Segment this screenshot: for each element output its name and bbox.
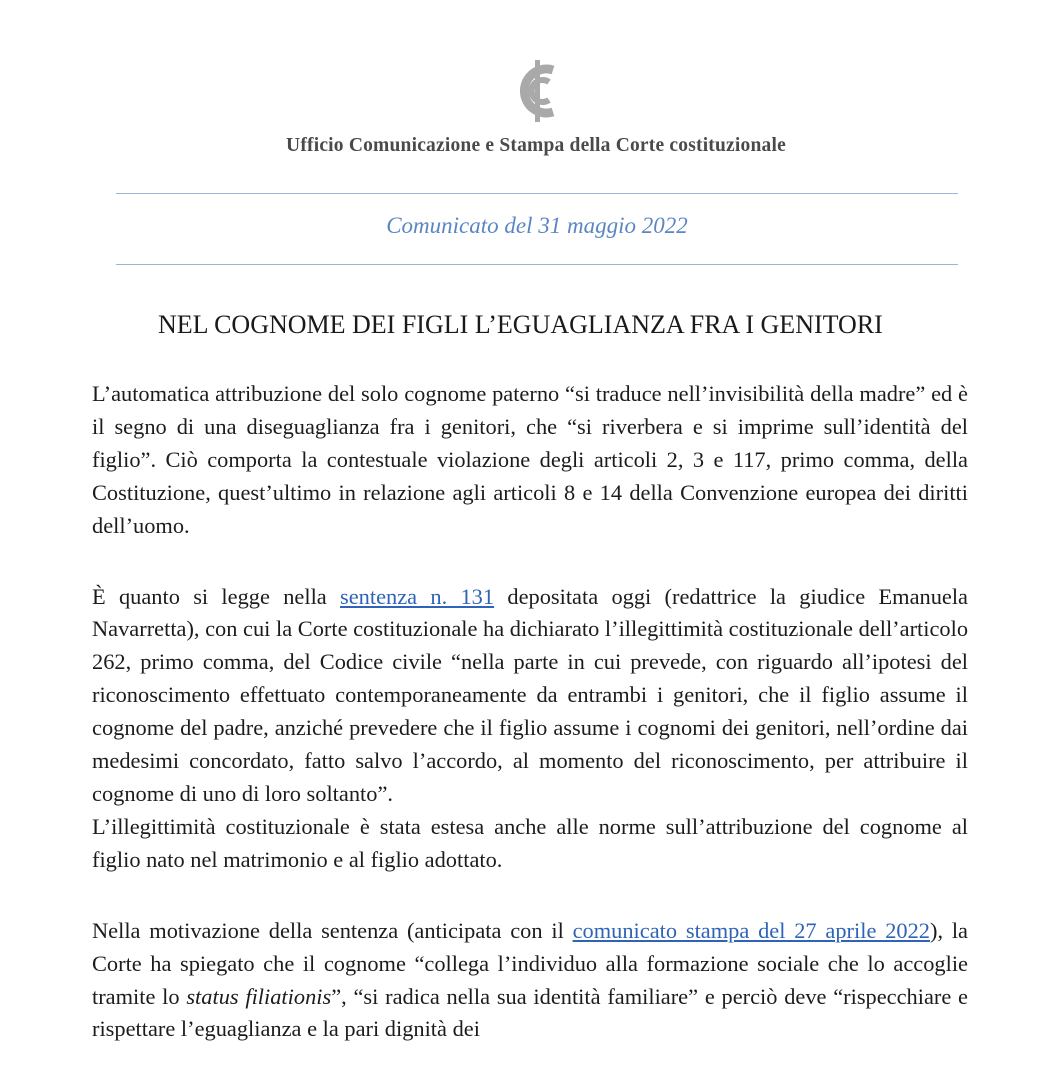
- top-divider: [116, 193, 958, 194]
- page-title: NEL COGNOME DEI FIGLI L’EGUAGLIANZA FRA I GENITORI: [158, 310, 883, 339]
- office-title: Ufficio Comunicazione e Stampa della Corte costituzionale: [286, 135, 786, 156]
- document-body: [92, 378, 968, 1046]
- paragraph-1: L’automatica attribuzione del solo cognome paterno “si traduce nell’invisibilità della madre” ed è il segno di una diseguaglianza fra i genitori, che “si riverbera e si imprime sull’identità del figlio”. Ciò comporta la contestuale violazione degli articoli 2, 3 e 117, primo comma, della Costituzione, quest’ultimo in relazione agli articoli 8 e 14 della Convenzione europea dei diritti dell’uomo.: [92, 381, 968, 538]
- paragraph-4-rest: ”, “si radica nella sua identità familiare” e perciò deve “rispecchiare e rispettare l’eguaglianza e la pari dignità dei: [92, 983, 968, 1042]
- corte-costituzionale-logo-icon: [509, 56, 565, 126]
- paragraph-2-lead: È quanto si legge nella: [92, 583, 341, 609]
- bottom-divider: [116, 264, 958, 265]
- paragraph-4-middle: ), la Corte ha spiegato che il cognome “collega l’individuo alla formazione sociale che lo accoglie tramite lo: [92, 917, 968, 1009]
- paragraph-2: [92, 581, 968, 811]
- status-filiationis-term: status filiationis: [186, 983, 332, 1009]
- paragraph-4-lead: Nella motivazione della sentenza (anticipata con il: [92, 917, 573, 943]
- sentenza-131-link[interactable]: sentenza n. 131: [340, 583, 495, 609]
- paragraph-4: [92, 915, 968, 1047]
- paragraph-3: L’illegittimità costituzionale è stata estesa anche alle norme sull’attribuzione del cognome al figlio nato nel matrimonio e al figlio adottato.: [92, 813, 968, 872]
- comunicato-27-aprile-link[interactable]: comunicato stampa del 27 aprile 2022: [572, 917, 930, 943]
- press-release-date: Comunicato del 31 maggio 2022: [386, 213, 688, 238]
- paragraph-2-rest: depositata oggi (redattrice la giudice Emanuela Navarretta), con cui la Corte costituzionale ha dichiarato l’illegittimità costituzionale dell’articolo 262, primo comma, del Codice civile “nella parte in cui prevede, con riguardo all’ipotesi del riconoscimento effettuato contemporaneamente da entrambi i genitori, che il figlio assume il cognome del padre, anziché prevedere che il figlio assume i cognomi dei genitori, nell’ordine dai medesimi concordato, fatto salvo l’accordo, al momento del riconoscimento, per attribuire il cognome di uno di loro soltanto”.: [92, 583, 969, 806]
